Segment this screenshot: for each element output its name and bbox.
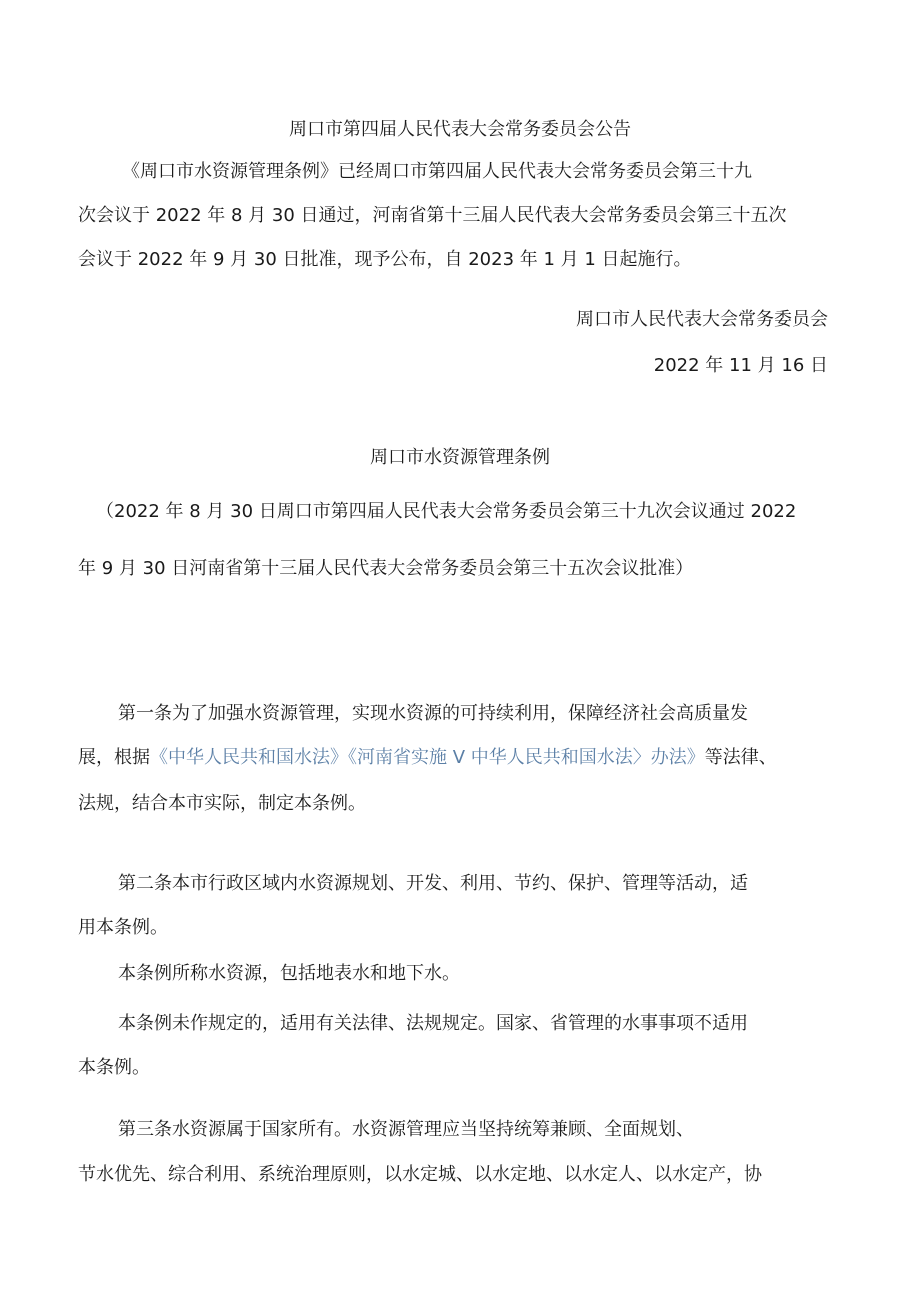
notice-title: 周口市第四届人民代表大会常务委员会公告 [289, 119, 631, 140]
article2-p3-line-1: 本条例未作规定的，适用有关法律、法规规定。国家、省管理的水事事项不适用 [118, 1013, 748, 1034]
notice-paragraph-line-3: 会议于 2022 年 9 月 30 日批准，现予公布，自 2023 年 1 月 1 日起施行。 [78, 249, 692, 270]
article2-p2: 本条例所称水资源，包括地表水和地下水。 [118, 963, 460, 984]
regulation-note-line-2: 年 9 月 30 日河南省第十三届人民代表大会常务委员会第三十五次会议批准） [78, 558, 694, 579]
regulation-note-line-1: （2022 年 8 月 30 日周口市第四届人民代表大会常务委员会第三十九次会议通过 2022 [96, 501, 797, 522]
article1-line-2-prefix: 展，根据 [78, 747, 150, 768]
notice-paragraph-line-2: 次会议于 2022 年 8 月 30 日通过，河南省第十三届人民代表大会常务委员会第三十五次 [78, 205, 787, 226]
article1-line-1: 第一条为了加强水资源管理，实现水资源的可持续利用，保障经济社会高质量发 [118, 703, 748, 724]
article3-line-2: 节水优先、综合利用、系统治理原则，以水定城、以水定地、以水定人、以水定产，协 [78, 1164, 762, 1185]
article1-line-3: 法规，结合本市实际，制定本条例。 [78, 793, 366, 814]
article2-p3-line-2: 本条例。 [78, 1057, 150, 1078]
regulation-title: 周口市水资源管理条例 [370, 447, 550, 468]
article1-line-2 [78, 746, 777, 770]
article1-line-2-suffix: 等法律、 [704, 747, 777, 768]
notice-paragraph-line-1: 《周口市水资源管理条例》已经周口市第四届人民代表大会常务委员会第三十九 [122, 161, 752, 182]
notice-signer: 周口市人民代表大会常务委员会 [576, 309, 828, 330]
article3-line-1: 第三条水资源属于国家所有。水资源管理应当坚持统筹兼顾、全面规划、 [118, 1119, 694, 1140]
article2-p1-line-1: 第二条本市行政区域内水资源规划、开发、利用、节约、保护、管理等活动，适 [118, 873, 748, 894]
henan-implementation-link[interactable]: 《河南省实施 V 中华人民共和国水法〉办法》 [348, 747, 705, 768]
article2-p1-line-2: 用本条例。 [78, 917, 168, 938]
water-law-link[interactable]: 《中华人民共和国水法》 [150, 747, 348, 768]
notice-date: 2022 年 11 月 16 日 [653, 355, 828, 376]
